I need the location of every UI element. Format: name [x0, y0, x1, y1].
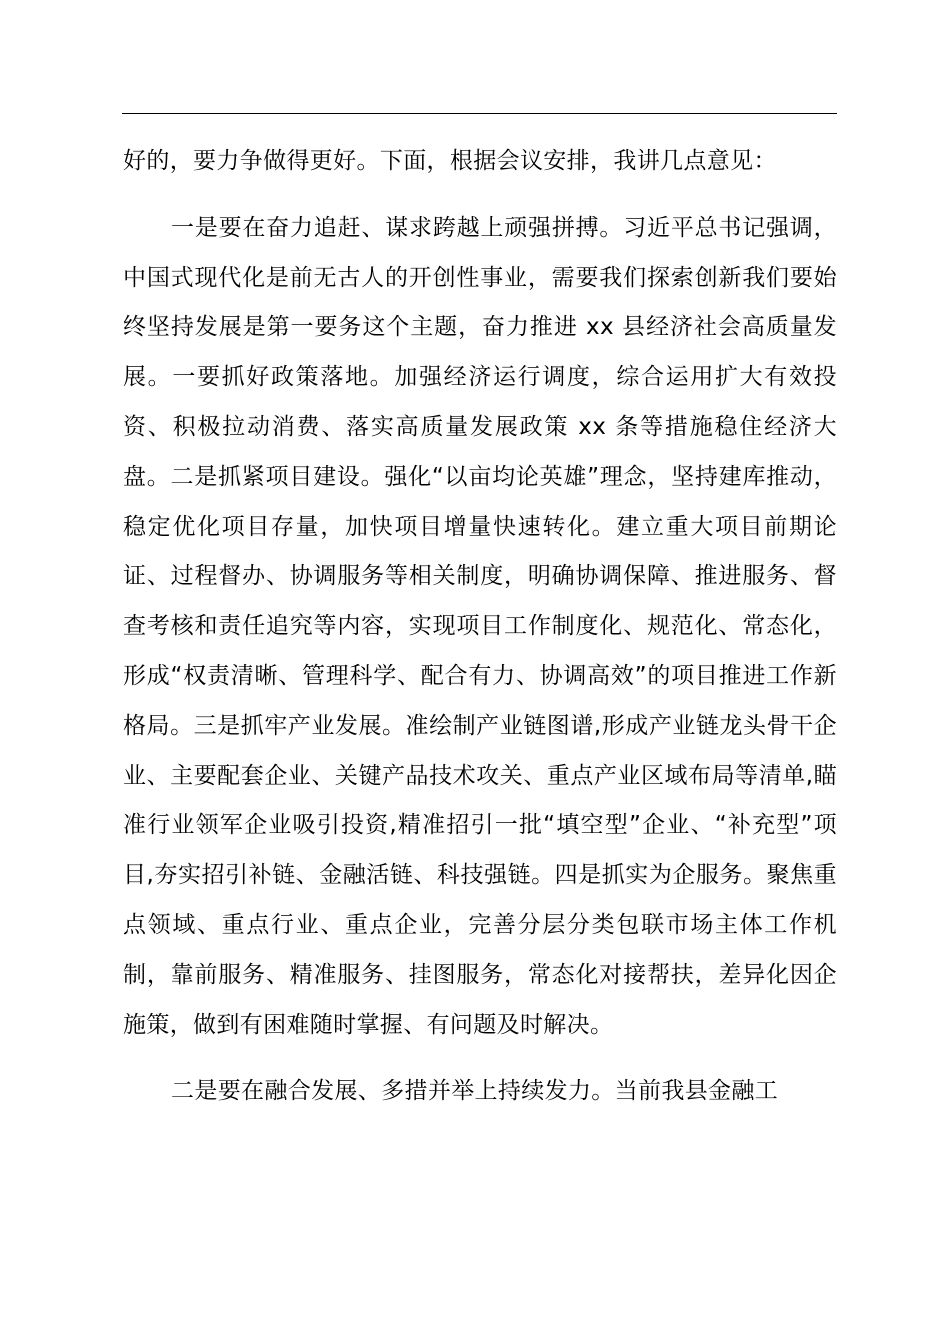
paragraph-point-one: 一是要在奋力追赶、谋求跨越上顽强拼搏。习近平总书记强调，中国式现代化是前无古人的开创性事业，需要我们探索创新我们要始终坚持发展是第一要务这个主题，奋力推进 xx 县经济社会高质量发展。一要抓好政策落地。加强经济运行调度，综合运用扩大有效投资、积极拉动消费、落实高质量发展政策 xx 条等措施稳住经济大盘。二是抓紧项目建设。强化“以亩均论英雄”理念，坚持建库推动，稳定优化项目存量，加快项目增量快速转化。建立重大项目前期论证、过程督办、协调服务等相关制度，明确协调保障、推进服务、督查考核和责任追究等内容，实现项目工作制度化、规范化、常态化，形成“权责清晰、管理科学、配合有力、协调高效”的项目推进工作新格局。三是抓牢产业发展。准绘制产业链图谱,形成产业链龙头骨干企业、主要配套企业、关键产品技术攻关、重点产业区域布局等清单,瞄准行业领军企业吸引投资,精准招引一批“填空型”企业、“补充型”项目,夯实招引补链、金融活链、科技强链。四是抓实为企服务。聚焦重点领域、重点行业、重点企业，完善分层分类包联市场主体工作机制，靠前服务、精准服务、挂图服务，常态化对接帮扶，差异化因企施策，做到有困难随时掌握、有问题及时解决。 [123, 214, 837, 1038]
header-rule [122, 113, 837, 114]
paragraph-continuation: 好的，要力争做得更好。下面，根据会议安排，我讲几点意见： [123, 148, 777, 174]
document-body [123, 137, 837, 1117]
paragraph-point-two: 二是要在融合发展、多措并举上持续发力。当前我县金融工 [171, 1078, 779, 1105]
